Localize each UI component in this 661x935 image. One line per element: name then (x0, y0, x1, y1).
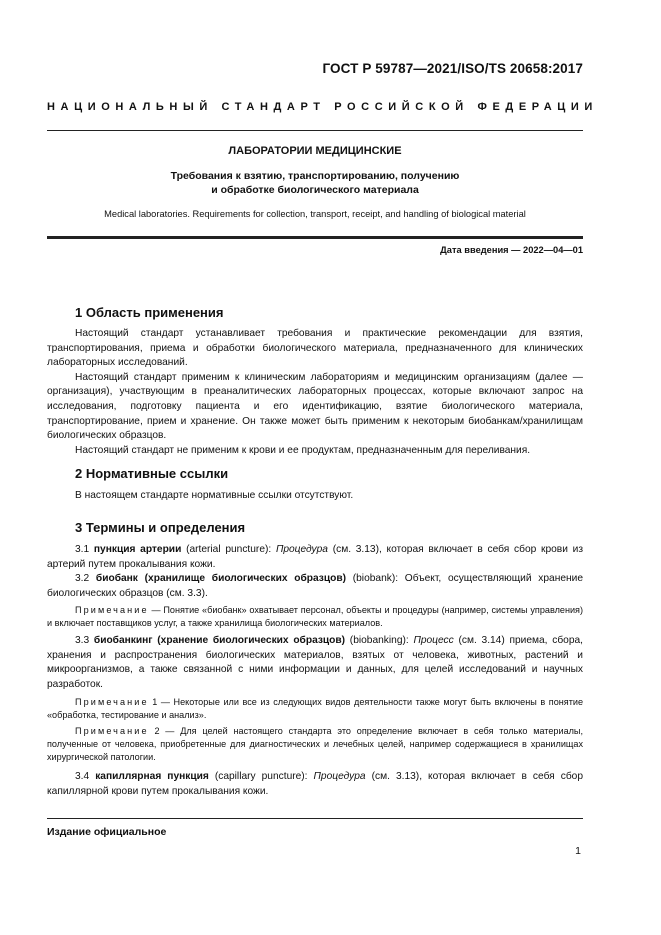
term-3-3-genus: Процесс (413, 635, 454, 646)
introduction-date: Дата введения — 2022—04—01 (440, 245, 583, 255)
section-2-body (47, 489, 583, 504)
term-3-4-number: 3.4 (75, 771, 96, 782)
title-divider (47, 236, 583, 239)
term-3-2-name: биобанк (хранилище биологических образцов) (95, 573, 346, 584)
page-number: 1 (575, 845, 581, 857)
section-1-body (47, 327, 583, 458)
section-2-heading: 2 Нормативные ссылки (75, 466, 229, 481)
term-3-1-english: (arterial puncture): (181, 544, 276, 555)
note-3-3-1-label: Примечание (75, 697, 149, 707)
note-3-2-label: Примечание (75, 605, 149, 615)
term-3-3-number: 3.3 (75, 635, 94, 646)
section-3-heading: 3 Термины и определения (75, 520, 246, 535)
note-3-3-2-text: 2 — Для целей настоящего стандарта это определение включает в себя только материалы, полученные от человека, приобретенные для диагностических и лечебных целей, например содержащиеся в хранилищах хирургической патологии. (47, 726, 583, 763)
term-3-3-definition: (см. 3.14) приема, сбора, хранения и распространения биологических материалов, взятых от человека, животных, растений и микроорганизмов, а также связанной с ними информации и данных, для целей исследований и научных разработок. (47, 635, 584, 690)
english-title: Medical laboratories. Requirements for collection, transport, receipt, and handling of biological material (104, 209, 526, 219)
term-3-4-definition: (см. 3.13), которая включает в себя сбор капиллярной крови путем прокалывания кожи. (47, 771, 583, 797)
document-title: ЛАБОРАТОРИИ МЕДИЦИНСКИЕ (228, 145, 402, 157)
national-standard-banner: НАЦИОНАЛЬНЫЙ СТАНДАРТ РОССИЙСКОЙ ФЕДЕРАЦИИ (47, 101, 598, 113)
standard-code: ГОСТ Р 59787—2021/ISO/TS 20658:2017 (322, 61, 583, 76)
term-3-1 (47, 543, 583, 572)
term-3-2-number: 3.2 (75, 573, 96, 584)
subtitle-line-1: Требования к взятию, транспортированию, получению (170, 170, 460, 182)
term-3-3-name: биобанкинг (хранение биологических образцов) (93, 635, 346, 646)
official-edition-label: Издание официальное (47, 826, 167, 838)
term-3-4 (47, 770, 583, 799)
note-3-2 (47, 604, 583, 630)
term-3-4-name: капиллярная пункция (95, 771, 209, 782)
header-divider (47, 130, 583, 131)
subtitle-line-2: и обработке биологического материала (211, 184, 419, 196)
note-3-3-1-text: 1 — Некоторые или все из следующих видов деятельности также могут быть включены в понятие «обработка, тестирование и анализ». (47, 697, 583, 721)
section-1-paragraph-1: Настоящий стандарт устанавливает требования и практические рекомендации для взятия, транспортирования, приема и обработки биологического материала, предназначенного для клинических лабораторных исследований. (47, 328, 583, 369)
term-3-4-genus: Процедура (313, 771, 366, 782)
note-3-3-1 (47, 696, 583, 722)
section-1-paragraph-2: Настоящий стандарт применим к клиническим лабораториям и медицинским организациям (далее — организация), участвующим в преаналитических лабораторных процессах, которые включают запрос на исследования, подготовку пациента и его идентификацию, взятие биологического материала, транспортирование, прием и хранение. Он также может быть применим к некоторым биобанкам/хранилищам биологических образцов. (47, 371, 583, 442)
term-3-1-number: 3.1 (75, 544, 94, 555)
term-3-1-genus: Процедура (275, 544, 328, 555)
term-3-2 (47, 572, 583, 601)
note-3-2-text: — Понятие «биобанк» охватывает персонал, объекты и процедуры (например, системы управления) и включает поставщиков услуг, а также хранилища биологических материалов. (47, 605, 583, 629)
note-3-3-2-label: Примечание (75, 726, 149, 736)
term-3-4-english: (capillary puncture): (208, 771, 314, 782)
section-1-heading: 1 Область применения (75, 305, 224, 320)
term-3-3 (47, 634, 583, 692)
term-3-1-name: пункция артерии (93, 544, 182, 555)
term-3-2-definition: (biobank): Объект, осуществляющий хранение биологических образцов (см. 3.3). (47, 573, 583, 599)
term-3-3-english: (biobanking): (345, 635, 414, 646)
note-3-3-2 (47, 725, 583, 765)
section-1-paragraph-3: Настоящий стандарт не применим к крови и ее продуктам, предназначенным для переливания. (75, 444, 531, 456)
footer-divider (47, 818, 583, 819)
document-subtitle (47, 169, 583, 197)
section-2-paragraph-1: В настоящем стандарте нормативные ссылки отсутствуют. (75, 490, 354, 501)
term-3-1-definition: (см. 3.13), которая включает в себя сбор крови из артерий путем прокалывания кожи. (47, 544, 584, 570)
